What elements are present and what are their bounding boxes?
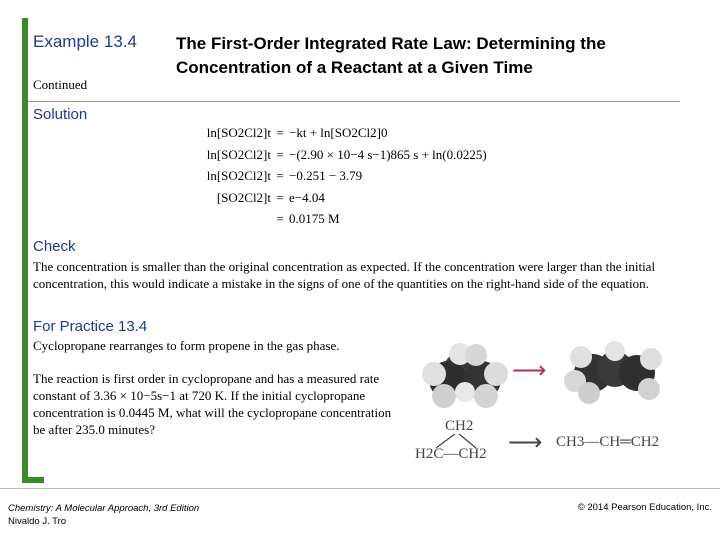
cyclopropane-formula-top: CH2: [445, 418, 474, 434]
footer-copyright: © 2014 Pearson Education, Inc.: [577, 502, 712, 513]
equation-row: ln[SO2Cl2]t = −kt + ln[SO2Cl2]0: [186, 122, 487, 144]
footer-divider: [0, 488, 720, 489]
equation-rhs: −0.251 − 3.79: [289, 168, 363, 183]
reaction-arrow-icon: ⟶: [512, 358, 547, 384]
equation-rhs: −(2.90 × 10−4 s−1)865 s + ln(0.0225): [289, 146, 487, 162]
equation-rhs: e−4.04: [289, 189, 325, 205]
check-heading: Check: [33, 238, 76, 255]
equation-lhs: [SO2Cl2]t: [216, 189, 271, 205]
equation-lhs: ln[SO2Cl2]t: [206, 125, 271, 140]
equation-lhs: [186, 208, 271, 230]
practice-problem: The reaction is first order in cyclopropane and has a measured rate constant of 3.36 × 10−5s−1 at 720 K. If the initial cyclopropane concentration is 0.0445 M, what will the cyclopropane concentration be after 235.0 minutes?: [33, 371, 392, 437]
solution-heading: Solution: [33, 106, 88, 123]
equation-row: [SO2Cl2]t = e−4.04: [186, 187, 487, 209]
equation-lhs: ln[SO2Cl2]t: [206, 168, 271, 183]
accent-bar-bottom: [22, 477, 44, 483]
reaction-arrow-icon: ⟶: [508, 430, 543, 456]
footer-author: Nivaldo J. Tro: [8, 516, 67, 527]
practice-heading: For Practice 13.4: [33, 318, 148, 335]
practice-intro: Cyclopropane rearranges to form propene in the gas phase.: [33, 338, 340, 353]
cyclopropane-model-image: [418, 334, 513, 412]
equation-rhs: −kt + ln[SO2Cl2]0: [289, 125, 388, 140]
cyclopropane-bonds: [428, 432, 488, 450]
equation-row: ln[SO2Cl2]t = −(2.90 × 10−4 s−1)865 s + ln(0.0225): [186, 144, 487, 166]
accent-bar-left: [22, 18, 28, 483]
equation-row: = 0.0175 M: [186, 208, 487, 230]
equation-row: ln[SO2Cl2]t = −0.251 − 3.79: [186, 165, 487, 187]
propene-model-image: [563, 335, 663, 407]
footer-citation: [8, 502, 199, 528]
example-number: Example 13.4: [33, 32, 137, 51]
continued-label: Continued: [33, 77, 88, 92]
header-divider: [28, 101, 680, 102]
solution-equations: [186, 122, 487, 230]
slide-title: The First-Order Integrated Rate Law: Determining the Concentration of a Reactant at a Given Time: [176, 34, 606, 77]
footer-book: Chemistry: A Molecular Approach, 3rd Edition: [8, 503, 200, 514]
check-text: The concentration is smaller than the original concentration as expected. If the concentration were larger than the initial concentration, this would indicate a mistake in the signs of one of the quantities on the right-hand side of the equation.: [33, 259, 656, 291]
equation-lhs: ln[SO2Cl2]t: [206, 146, 271, 162]
cyclopropane-formula-bottom: H2C—CH2: [415, 446, 487, 462]
equation-rhs: 0.0175 M: [289, 211, 340, 226]
propene-formula: CH3—CH═CH2: [556, 434, 660, 450]
